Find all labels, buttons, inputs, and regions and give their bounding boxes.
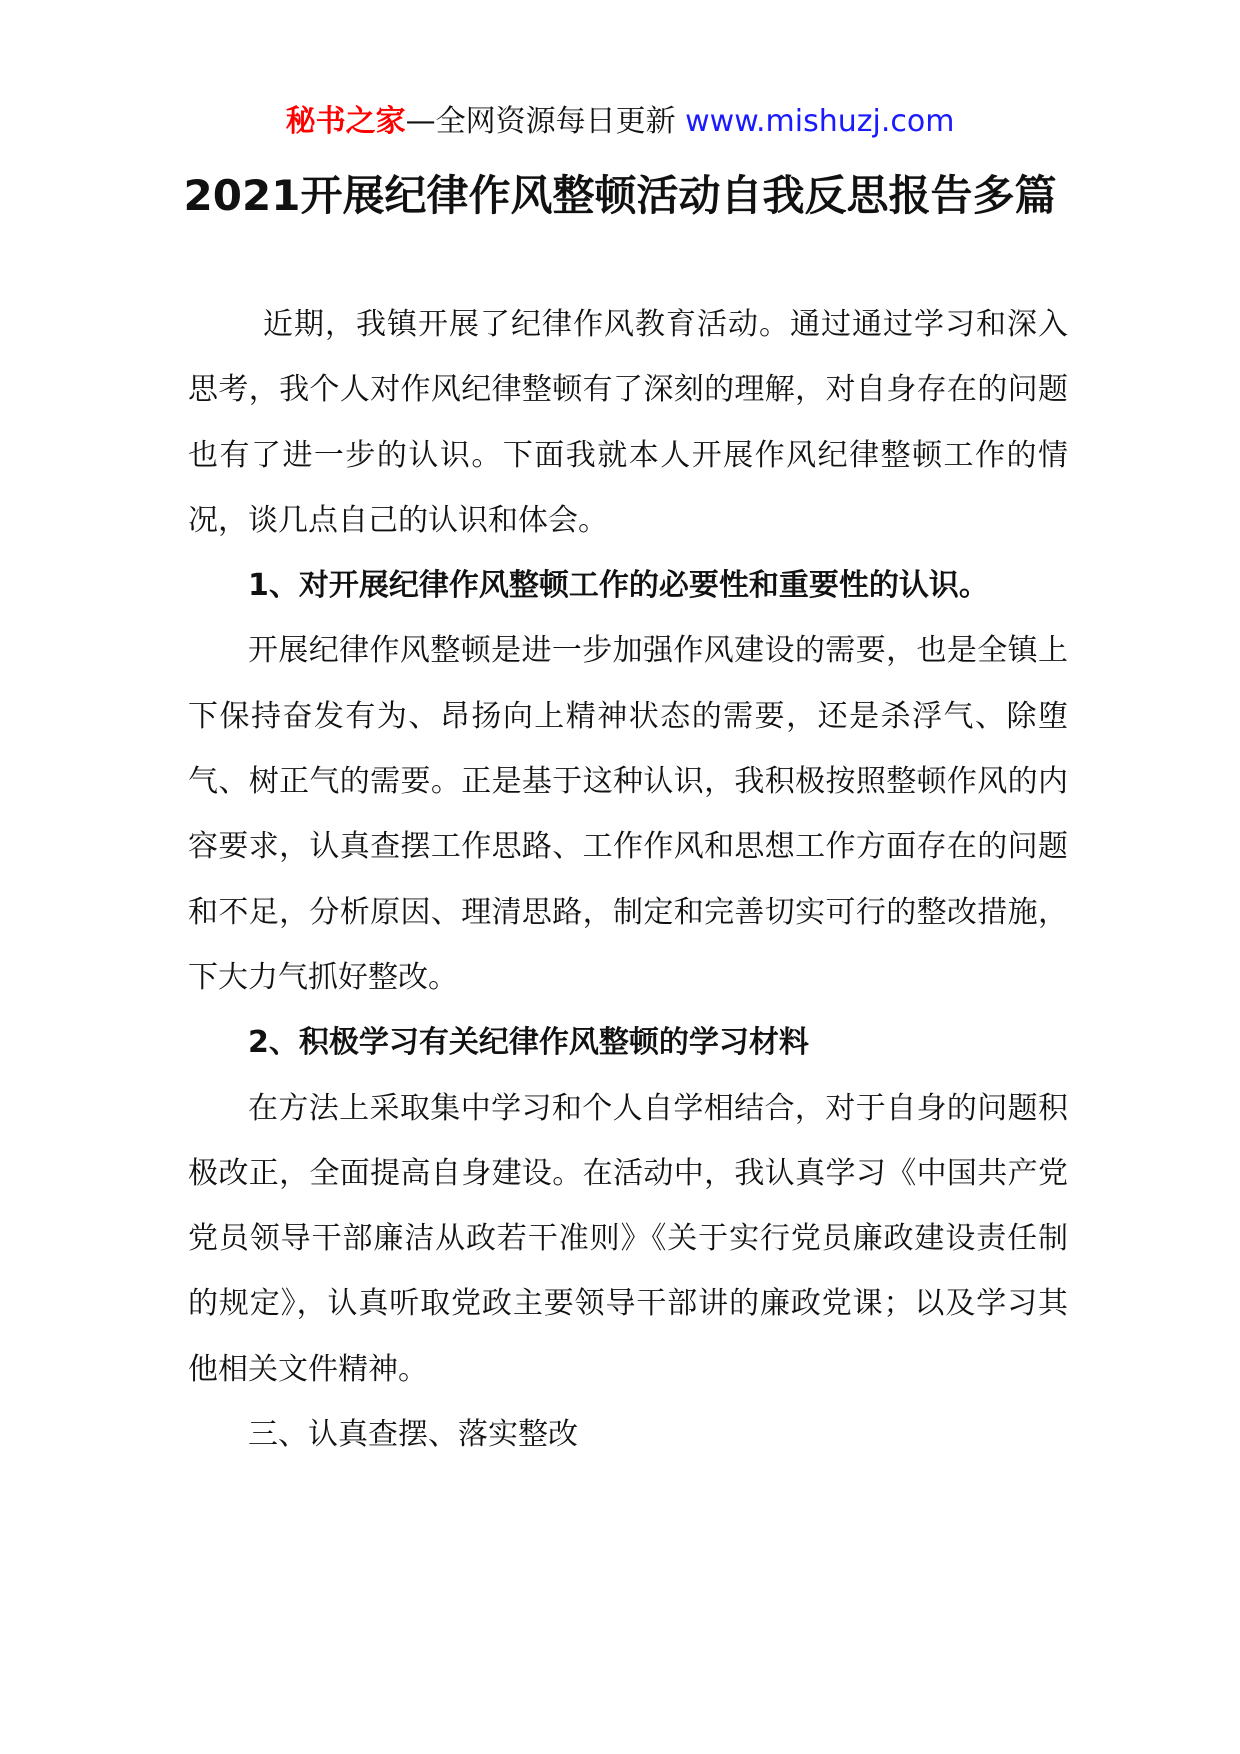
section-2-heading: 2、积极学习有关纪律作风整顿的学习材料 (248, 1025, 809, 1061)
section-1-paragraph: 开展纪律作风整顿是进一步加强作风建设的需要，也是全镇上下保持奋发有为、昂扬向上精神状态的需要，还是杀浮气、除堕气、树正气的需要。正是基于这种认识，我积极按照整顿作风的内容要求，认真查摆工作思路、工作作风和思想工作方面存在的问题和不足，分析原因、理清思路，制定和完善切实可行的整改措施，下大力气抓好整改。 (188, 633, 1068, 995)
brand-name: 秘书之家 (285, 104, 406, 139)
section-1-heading: 1、对开展纪律作风整顿工作的必要性和重要性的认识。 (248, 568, 989, 604)
section-3-heading: 三、认真查摆、落实整改 (248, 1417, 578, 1453)
site-url-link[interactable]: www.mishuzj.com (685, 104, 955, 139)
site-header (0, 100, 1240, 144)
document-title: 2021开展纪律作风整顿活动自我反思报告多篇 (183, 171, 1057, 220)
document-body (188, 292, 1068, 1467)
header-tagline: —全网资源每日更新 (405, 104, 676, 139)
section-2-paragraph: 在方法上采取集中学习和个人自学相结合，对于自身的问题积极改正，全面提高自身建设。在活动中，我认真学习《中国共产党党员领导干部廉洁从政若干准则》《关于实行党员廉政建设责任制的规定》，认真听取党政主要领导干部讲的廉政党课；以及学习其他相关文件精神。 (188, 1090, 1068, 1387)
intro-paragraph: 近期，我镇开展了纪律作风教育活动。通过通过学习和深入思考，我个人对作风纪律整顿有了深刻的理解，对自身存在的问题也有了进一步的认识。下面我就本人开展作风纪律整顿工作的情况，谈几点自己的认识和体会。 (188, 307, 1068, 538)
